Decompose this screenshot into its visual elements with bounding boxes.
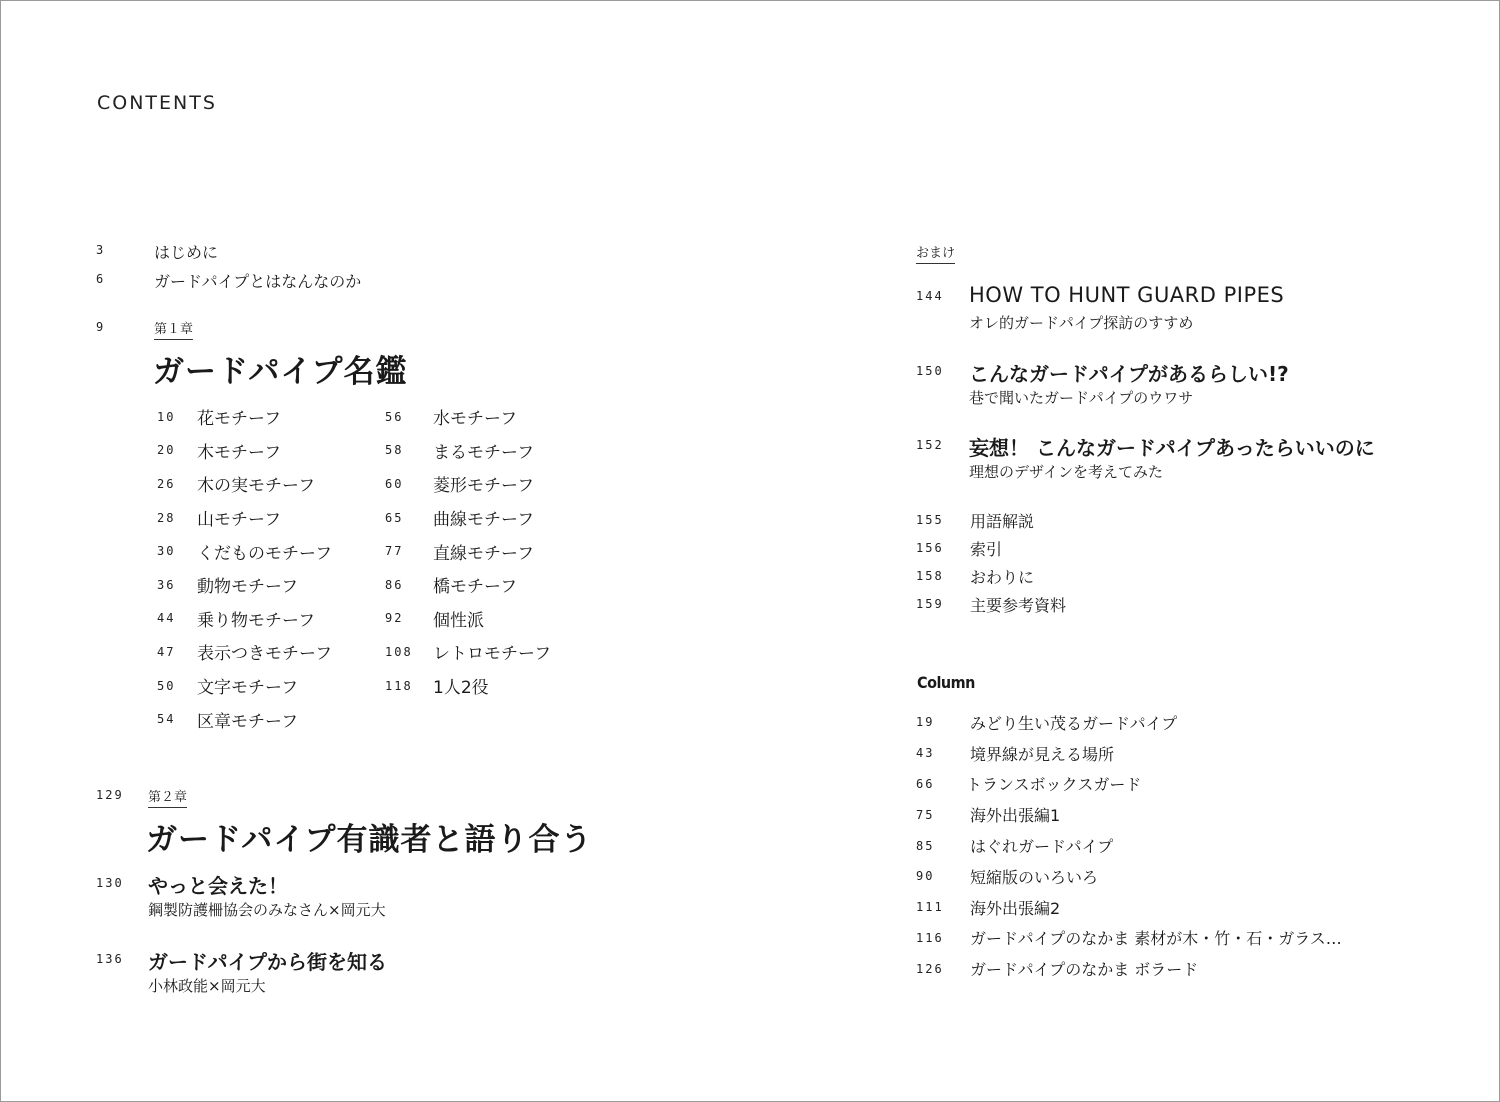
list-item[interactable]	[157, 467, 357, 501]
toc-item-title: まるモチーフ	[433, 442, 535, 463]
toc-page-number: 90	[916, 869, 935, 884]
list-item[interactable]	[385, 400, 605, 434]
chapter-title[interactable]: ガードパイプ名鑑	[153, 354, 408, 390]
toc-item-title: 海外出張編2	[970, 898, 1061, 918]
toc-item-title[interactable]: はじめに	[154, 243, 219, 262]
toc-page-number: 152	[916, 438, 944, 452]
toc-item-title: 1人2役	[433, 678, 489, 699]
toc-page-number: 30	[157, 544, 176, 559]
toc-item-title: 文字モチーフ	[197, 678, 299, 699]
omake-label: おまけ	[916, 242, 955, 264]
chapter1-list-col2	[385, 400, 605, 702]
list-item[interactable]	[385, 669, 605, 703]
toc-page-number: 118	[385, 678, 413, 693]
list-item[interactable]	[385, 501, 605, 535]
list-item[interactable]	[157, 602, 357, 636]
toc-page-number: 111	[916, 900, 944, 915]
list-item[interactable]	[916, 892, 1436, 923]
toc-item-title: レトロモチーフ	[433, 644, 552, 665]
list-item[interactable]	[385, 568, 605, 602]
list-item[interactable]	[157, 534, 357, 568]
list-item[interactable]	[916, 769, 1436, 800]
list-item[interactable]	[385, 602, 605, 636]
toc-page-number: 6	[96, 272, 106, 286]
toc-page-number: 10	[157, 409, 176, 424]
toc-page-number: 75	[916, 807, 935, 822]
toc-page-number: 86	[385, 577, 404, 592]
toc-item-title: くだものモチーフ	[197, 543, 333, 564]
toc-page-number: 28	[157, 510, 176, 525]
toc-page-number: 26	[157, 476, 176, 491]
toc-page-number: 126	[916, 961, 944, 976]
list-item[interactable]	[157, 635, 357, 669]
toc-page-number: 158	[916, 569, 944, 583]
toc-item-title: 表示つきモチーフ	[197, 644, 333, 665]
list-item[interactable]	[157, 434, 357, 468]
toc-page-number: 66	[916, 776, 935, 791]
chapter-title[interactable]: ガードパイプ有識者と語り合う	[146, 822, 593, 858]
chapter-page-number: 9	[96, 320, 106, 334]
toc-page-number: 144	[916, 289, 944, 303]
column-heading: Column	[917, 673, 975, 692]
chapter1-list-col1	[157, 400, 357, 736]
toc-item-title[interactable]: 妄想！ こんなガードパイプあったらいいのに	[969, 436, 1375, 460]
toc-item-title: 水モチーフ	[433, 409, 518, 430]
toc-item-title: トランスボックスガード	[966, 775, 1142, 795]
toc-item-title: おわりに	[970, 567, 1035, 587]
toc-item-title: 乗り物モチーフ	[197, 610, 316, 631]
list-item[interactable]	[916, 861, 1436, 892]
toc-item-title: 直線モチーフ	[433, 543, 535, 564]
list-item[interactable]	[916, 830, 1436, 861]
toc-page-number: 50	[157, 678, 176, 693]
toc-page-number: 77	[385, 544, 404, 559]
toc-item-title[interactable]: こんなガードパイプがあるらしい!?	[969, 362, 1289, 386]
toc-item-title: 山モチーフ	[197, 510, 282, 531]
toc-page-number: 85	[916, 838, 935, 853]
toc-item-title: 動物モチーフ	[197, 577, 299, 598]
list-item[interactable]	[916, 953, 1436, 984]
list-item[interactable]	[916, 506, 1316, 534]
list-item[interactable]	[916, 590, 1316, 618]
toc-item-title: 曲線モチーフ	[433, 510, 535, 531]
toc-item-title[interactable]: HOW TO HUNT GUARD PIPES	[969, 283, 1285, 307]
toc-page-number: 43	[916, 746, 935, 761]
toc-item-title: 境界線が見える場所	[970, 744, 1115, 764]
toc-item-title: 主要参考資料	[970, 595, 1067, 615]
chapter-page-number: 129	[96, 788, 124, 802]
omake-list	[916, 506, 1316, 618]
toc-item-title: 木の実モチーフ	[197, 476, 316, 497]
chapter-label: 第２章	[148, 786, 187, 808]
list-item[interactable]	[385, 534, 605, 568]
toc-item-title: 用語解説	[970, 511, 1035, 531]
toc-item-title: ガードパイプのなかま 素材が木・竹・石・ガラス…	[970, 929, 1342, 949]
toc-page-number: 58	[385, 443, 404, 458]
toc-item-title: 橋モチーフ	[433, 577, 518, 598]
list-item[interactable]	[385, 434, 605, 468]
list-item[interactable]	[157, 400, 357, 434]
list-item[interactable]	[385, 635, 605, 669]
toc-page-number: 47	[157, 644, 176, 659]
toc-item-subtitle: 理想のデザインを考えてみた	[969, 463, 1163, 481]
toc-item-title: 短縮版のいろいろ	[970, 867, 1099, 887]
toc-page-number: 54	[157, 712, 176, 727]
toc-page-number: 116	[916, 930, 944, 945]
toc-item-title[interactable]: ガードパイプから街を知る	[148, 950, 387, 974]
list-item[interactable]	[916, 562, 1316, 590]
toc-page-number: 150	[916, 364, 944, 378]
toc-page-number: 136	[96, 952, 124, 966]
toc-item-title[interactable]: やっと会えた！	[148, 874, 288, 898]
toc-page-number: 65	[385, 510, 404, 525]
toc-item-title: みどり生い茂るガードパイプ	[970, 713, 1178, 733]
toc-item-subtitle: 巷で聞いたガードパイプのウワサ	[969, 389, 1194, 407]
toc-item-title: 菱形モチーフ	[433, 476, 535, 497]
list-item[interactable]	[916, 707, 1436, 738]
toc-item-subtitle: オレ的ガードパイプ探訪のすすめ	[969, 314, 1194, 332]
toc-page-number: 130	[96, 876, 124, 890]
toc-item-title: 索引	[970, 539, 1003, 559]
toc-item-subtitle: 鋼製防護柵協会のみなさん×岡元大	[148, 901, 386, 919]
chapter-label: 第１章	[154, 318, 193, 340]
list-item[interactable]	[916, 799, 1436, 830]
toc-item-title: ガードパイプのなかま ボラード	[970, 960, 1199, 980]
list-item[interactable]	[916, 534, 1316, 562]
column-list	[916, 707, 1436, 984]
toc-item-title: 個性派	[433, 610, 484, 631]
toc-item-title: 海外出張編1	[970, 806, 1061, 826]
toc-page-number: 56	[385, 409, 404, 424]
list-item[interactable]	[157, 501, 357, 535]
list-item[interactable]	[916, 923, 1436, 954]
toc-page-number: 44	[157, 611, 176, 626]
toc-item-title: はぐれガードパイプ	[970, 837, 1114, 857]
toc-item-title[interactable]: ガードパイプとはなんなのか	[154, 272, 362, 291]
toc-page-number: 159	[916, 597, 944, 611]
toc-page-number: 108	[385, 644, 413, 659]
toc-page-number: 156	[916, 541, 944, 555]
toc-page-number: 19	[916, 715, 935, 730]
list-item[interactable]	[157, 568, 357, 602]
toc-page-number: 3	[96, 243, 106, 257]
toc-page-number: 20	[157, 443, 176, 458]
toc-page-number: 92	[385, 611, 404, 626]
list-item[interactable]	[385, 467, 605, 501]
list-item[interactable]	[157, 669, 357, 703]
list-item[interactable]	[157, 702, 357, 736]
toc-page-number: 155	[916, 513, 944, 527]
toc-page-number: 36	[157, 577, 176, 592]
toc-item-title: 木モチーフ	[197, 442, 282, 463]
toc-item-subtitle: 小林政能×岡元大	[148, 977, 266, 995]
toc-item-title: 区章モチーフ	[197, 711, 299, 732]
toc-item-title: 花モチーフ	[197, 409, 282, 430]
contents-heading: CONTENTS	[97, 92, 217, 114]
list-item[interactable]	[916, 738, 1436, 769]
toc-page-number: 60	[385, 476, 404, 491]
